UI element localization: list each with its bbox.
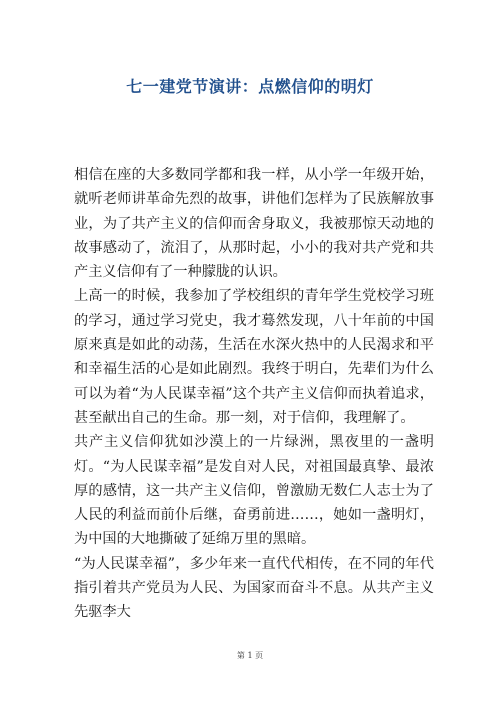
page-number: 第 1 页: [236, 651, 264, 660]
paragraph: 相信在座的大多数同学都和我一样，从小学一年级开始，就听老师讲革命先烈的故事，讲他们怎样为了民族解放事业，为了共产主义的信仰而舍身取义，我被那惊天动地的故事感动了，流泪了，从那时起，小小的我对共产党和共产主义信仰有了一种朦胧的认识。: [74, 167, 434, 281]
paragraph: 上高一的时候，我参加了学校组织的青年学生党校学习班的学习，通过学习党史，我才蓦然发现，八十年前的中国原来真是如此的动荡，生活在水深火热中的人民渴求和平和幸福生活的心是如此剧烈。我终于明白，先辈们为什么可以为着“为人民谋幸福”这个共产主义信仰而执着追求，甚至献出自己的生命。那一刻，对于信仰，我理解了。: [74, 288, 434, 426]
document-body: [74, 163, 434, 625]
document-title: 七一建党节演讲：点燃信仰的明灯: [126, 77, 374, 96]
paragraph: 共产主义信仰犹如沙漠上的一片绿洲，黑夜里的一盏明灯。“为人民谋幸福”是发自对人民，对祖国最真挚、最浓厚的感情，这一共产主义信仰，曾激励无数仁人志士为了人民的利益而前仆后继，奋勇前进……，她如一盏明灯，为中国的大地撕破了延绵万里的黑暗。: [74, 434, 434, 548]
paragraph: “为人民谋幸福”，多少年来一直代代相传，在不同的年代指引着共产党员为人民、为国家而奋斗不息。从共产主义先驱李大: [74, 555, 434, 621]
